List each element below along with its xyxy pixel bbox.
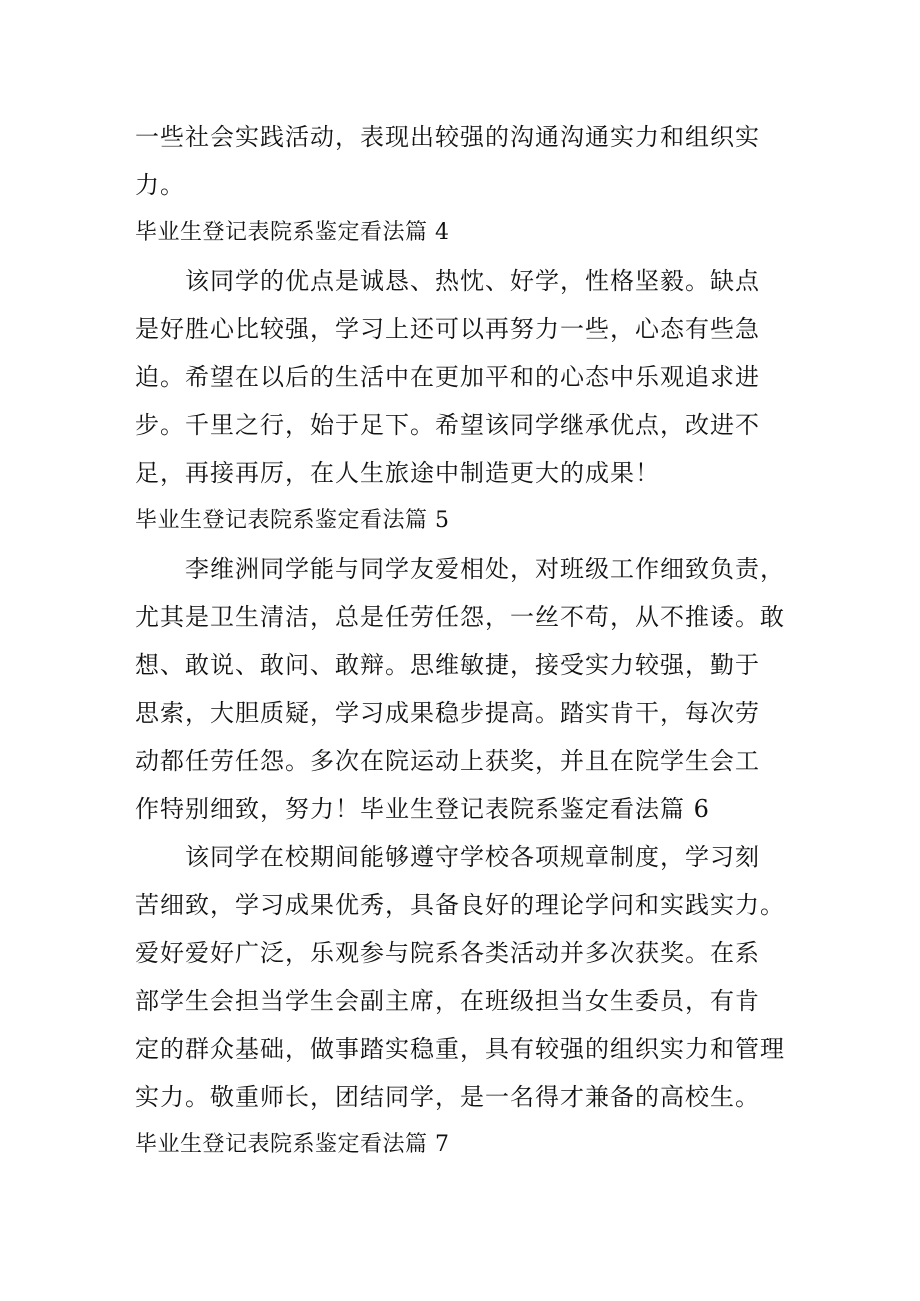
paragraph-line: 爱好爱好广泛，乐观参与院系各类活动并多次获奖。在系 (135, 939, 760, 967)
paragraph-line: 实力。敬重师长，团结同学，是一名得才兼备的高校生。 (135, 1083, 760, 1111)
paragraph-line: 该同学的优点是诚恳、热忱、好学，性格坚毅。缺点 (185, 267, 760, 295)
paragraph-line: 李维洲同学能与同学友爱相处，对班级工作细致负责， (185, 555, 785, 583)
paragraph-line: 苦细致，学习成果优秀，具备良好的理论学问和实践实力。 (135, 891, 785, 919)
paragraph-line: 迫。希望在以后的生活中在更加平和的心态中乐观追求进 (135, 363, 760, 391)
paragraph-line: 部学生会担当学生会副主席，在班级担当女生委员，有肯 (135, 987, 760, 1015)
paragraph-line: 尤其是卫生清洁，总是任劳任怨，一丝不苟，从不推诿。敢 (135, 603, 785, 631)
paragraph-line: 步。千里之行，始于足下。希望该同学继承优点，改进不 (135, 411, 760, 439)
paragraph-line: 作特别细致，努力！毕业生登记表院系鉴定看法篇 6 (135, 795, 710, 823)
section-heading: 毕业生登记表院系鉴定看法篇 5 (135, 508, 450, 533)
paragraph-line: 思索，大胆质疑，学习成果稳步提高。踏实肯干，每次劳 (135, 699, 760, 727)
section-heading: 毕业生登记表院系鉴定看法篇 7 (135, 1132, 450, 1157)
paragraph-line: 是好胜心比较强，学习上还可以再努力一些，心态有些急 (135, 315, 760, 343)
paragraph-line: 定的群众基础，做事踏实稳重，具有较强的组织实力和管理 (135, 1035, 785, 1063)
paragraph-line: 想、敢说、敢问、敢辩。思维敏捷，接受实力较强，勤于 (135, 651, 760, 679)
paragraph-line: 一些社会实践活动，表现出较强的沟通沟通实力和组织实 (135, 123, 760, 151)
paragraph-line: 足，再接再厉，在人生旅途中制造更大的成果！ (135, 459, 660, 487)
paragraph-line: 力。 (135, 171, 185, 199)
section-heading: 毕业生登记表院系鉴定看法篇 4 (135, 220, 450, 245)
paragraph-line: 该同学在校期间能够遵守学校各项规章制度，学习刻 (185, 843, 760, 871)
paragraph-line: 动都任劳任怨。多次在院运动上获奖，并且在院学生会工 (135, 747, 760, 775)
